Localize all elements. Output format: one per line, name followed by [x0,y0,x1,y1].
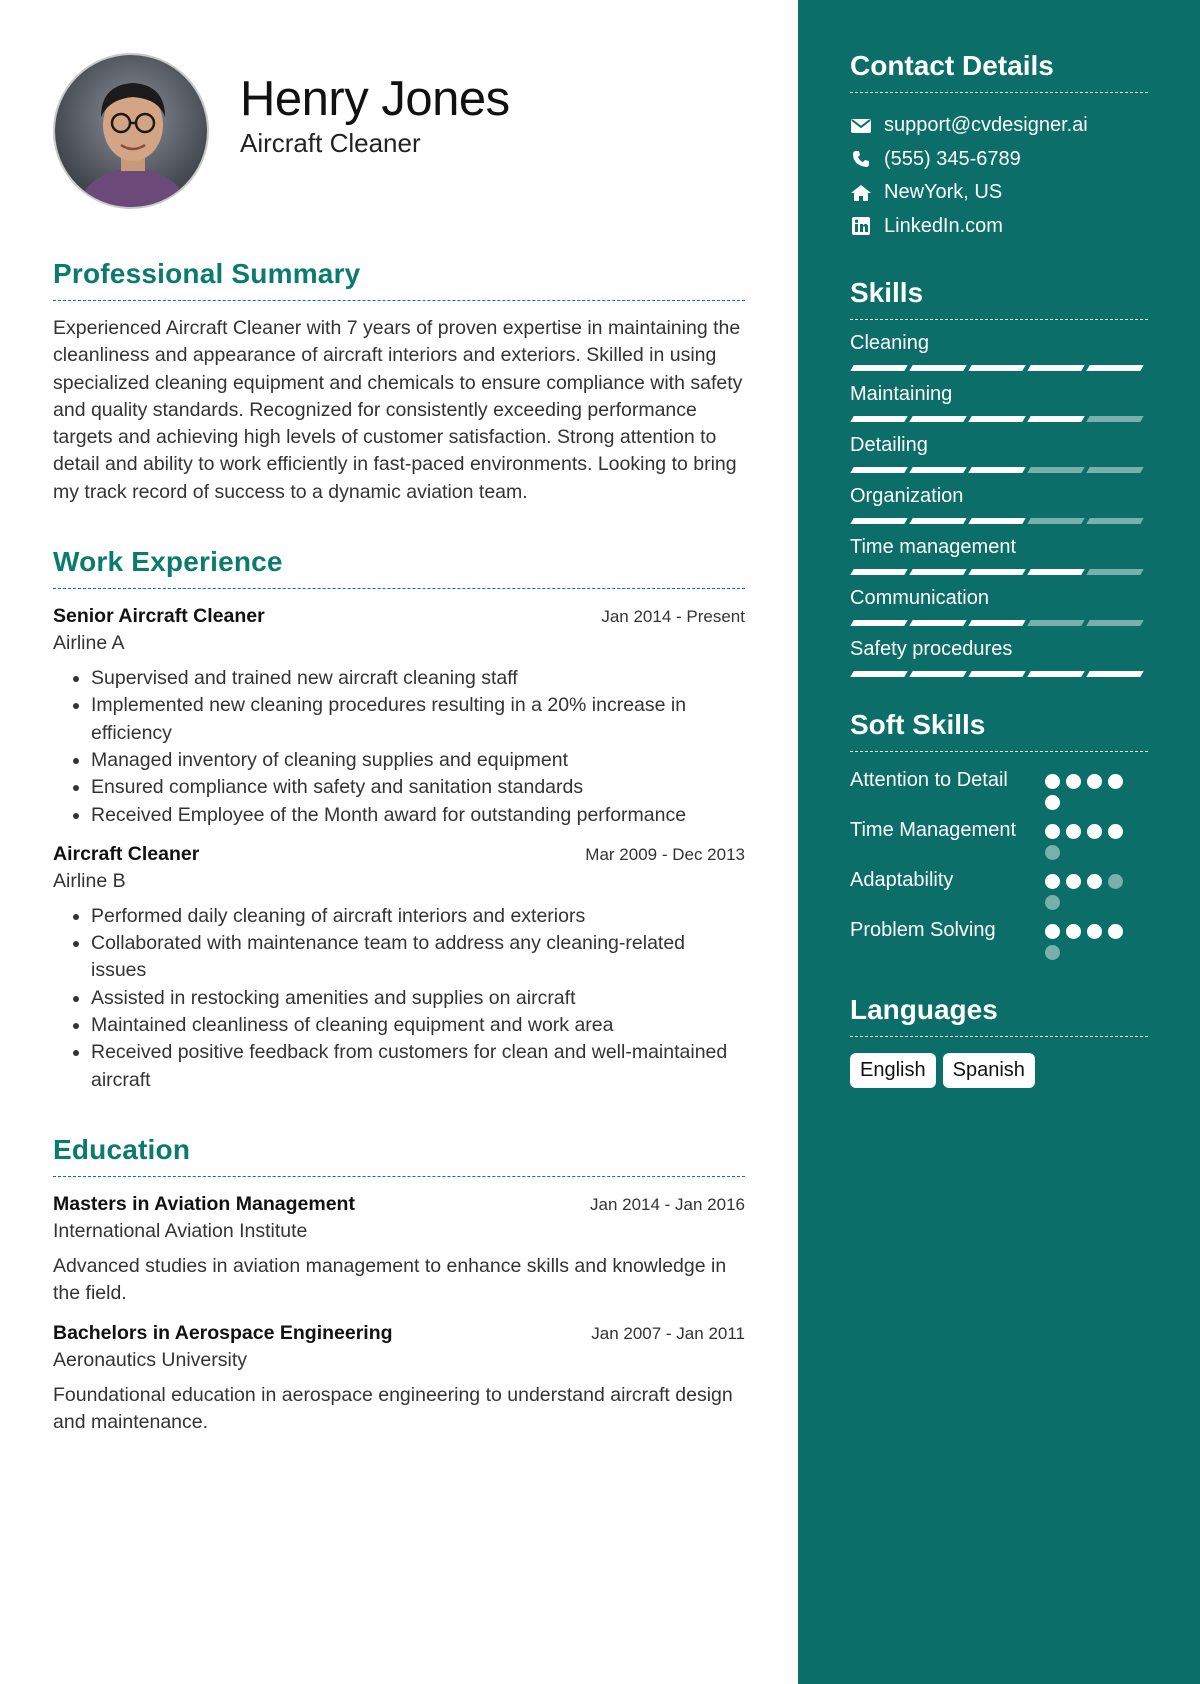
skill-name: Time management [850,536,1016,558]
skill-level-segment [909,671,966,677]
soft-skill-name: Problem Solving [850,919,996,941]
education-description: Foundational education in aerospace engineering to understand aircraft design and maintenance. [53,1383,733,1433]
skill-level-segment [1027,518,1084,524]
soft-skills-section [850,709,1148,960]
skills-section [850,277,1148,677]
skill-level-segment [968,671,1025,677]
rating-dot [1108,774,1123,789]
degree-name: Bachelors in Aerospace Engineering [53,1321,393,1344]
skill-level-segment [850,467,907,473]
skill-item [850,383,1148,422]
skill-level-segment [850,518,907,524]
list-item: • Supervised and trained new aircraft cleaning staff [91,665,745,692]
skill-level-segment [1086,365,1143,371]
rating-dot [1087,824,1102,839]
list-item: • Maintained cleanliness of cleaning equipment and work area [91,1012,745,1039]
skill-level-bar [850,467,1148,473]
education-section [53,1134,745,1436]
list-item: • Assisted in restocking amenities and supplies on aircraft [91,985,745,1012]
section-heading: Contact Details [850,50,1148,93]
summary-text: Experienced Aircraft Cleaner with 7 years of proven expertise in maintaining the cleanliness and appearance of aircraft interiors and exteriors. Skilled in using specialized cleaning equipment and chemicals to ensure compliance with safety and quality standards. Recognized for consistently exceeding performance targets and achieving high levels of customer satisfaction. Strong attention to detail and ability to work efficiently in fast-paced environments. Looking to bring my track record of success to a dynamic aviation team. [53,317,743,503]
job-role: Senior Aircraft Cleaner [53,605,265,628]
skill-level-segment [850,671,907,677]
rating-dot [1108,874,1123,889]
degree-name: Masters in Aviation Management [53,1192,355,1215]
skill-level-segment [968,620,1025,626]
education-dates: Jan 2014 - Jan 2016 [589,1194,745,1214]
home-icon [850,182,872,204]
section-heading: Skills [850,277,1148,320]
phone-icon [850,148,872,170]
section-heading: Languages [850,994,1148,1037]
skill-level-segment [1086,671,1143,677]
contact-email[interactable] [850,109,1148,143]
soft-skill-rating [1045,866,1135,910]
rating-dot [1045,774,1060,789]
soft-skill-name: Time Management [850,819,1016,841]
rating-dot [1066,774,1081,789]
job-entry [53,605,745,829]
resume-header [53,52,745,210]
skill-level-segment [909,416,966,422]
soft-skill-item [850,916,1148,960]
skill-level-segment [1027,365,1084,371]
list-item: • Received Employee of the Month award for outstanding performance [91,802,745,829]
list-item: • Ensured compliance with safety and sanitation standards [91,774,745,801]
rating-dot [1045,874,1060,889]
job-dates: Jan 2014 - Present [601,607,745,627]
skill-name: Maintaining [850,383,953,405]
contact-section [850,50,1148,243]
list-item: • Collaborated with maintenance team to address any cleaning-related issues [91,930,745,985]
skill-level-bar [850,569,1148,575]
languages-section [850,994,1148,1088]
job-bullets [53,665,745,829]
skill-level-segment [968,365,1025,371]
skill-item [850,434,1148,473]
section-heading: Professional Summary [53,258,745,301]
rating-dot [1045,895,1060,910]
envelope-icon [850,115,872,137]
contact-phone[interactable] [850,143,1148,177]
soft-skill-rating [1045,916,1135,960]
skill-item [850,485,1148,524]
summary-section [53,258,745,506]
soft-skill-item [850,866,1148,910]
rating-dot [1066,824,1081,839]
contact-text: support@cvdesigner.ai [884,114,1088,137]
soft-skill-item [850,766,1148,810]
skill-level-segment [1027,416,1084,422]
skill-level-segment [968,416,1025,422]
rating-dot [1108,924,1123,939]
job-employer: Airline A [53,632,125,655]
skill-level-segment [909,365,966,371]
rating-dot [1087,774,1102,789]
skill-level-segment [1027,620,1084,626]
skill-level-segment [850,569,907,575]
skill-name: Cleaning [850,332,929,354]
skill-name: Communication [850,587,989,609]
profile-photo [53,53,209,209]
list-item: • Implemented new cleaning procedures resulting in a 20% increase in efficiency [91,692,745,747]
job-role: Aircraft Cleaner [53,842,200,865]
skill-item [850,638,1148,677]
skill-level-segment [1027,569,1084,575]
skill-level-segment [909,569,966,575]
education-dates: Jan 2007 - Jan 2011 [591,1323,745,1343]
job-employer: Airline B [53,869,126,892]
skill-name: Safety procedures [850,638,1013,660]
language-tag: Spanish [943,1053,1035,1088]
skill-level-segment [968,467,1025,473]
section-heading: Soft Skills [850,709,1148,752]
skill-level-segment [968,518,1025,524]
education-description: Advanced studies in aviation management to enhance skills and knowledge in the field. [53,1254,727,1305]
rating-dot [1045,795,1060,810]
skill-level-segment [850,365,907,371]
job-entry [53,843,745,1094]
candidate-title: Aircraft Cleaner [240,128,421,159]
skill-item [850,332,1148,371]
skill-level-bar [850,416,1148,422]
rating-dot [1087,874,1102,889]
skill-item [850,587,1148,626]
skill-level-segment [1086,620,1143,626]
rating-dot [1045,924,1060,939]
list-item: • Managed inventory of cleaning supplies and equipment [91,747,745,774]
section-heading: Work Experience [53,546,745,589]
list-item: • Received positive feedback from customers for clean and well-maintained aircraft [91,1039,745,1094]
skill-level-segment [909,620,966,626]
soft-skill-name: Adaptability [850,869,954,891]
skill-level-segment [968,569,1025,575]
skill-level-segment [909,467,966,473]
rating-dot [1045,824,1060,839]
skill-level-segment [1086,518,1143,524]
contact-linkedin[interactable] [850,210,1148,244]
contact-text: NewYork, US [884,181,1003,204]
skill-level-bar [850,518,1148,524]
skill-name: Detailing [850,434,928,456]
skill-level-bar [850,671,1148,677]
skill-level-segment [1027,671,1084,677]
skill-level-segment [850,620,907,626]
skill-level-bar [850,620,1148,626]
skill-item [850,536,1148,575]
rating-dot [1087,924,1102,939]
rating-dot [1045,945,1060,960]
sidebar [798,0,1200,1684]
section-heading: Education [53,1134,745,1177]
soft-skill-item [850,816,1148,860]
skill-level-segment [909,518,966,524]
rating-dot [1066,924,1081,939]
contact-text: (555) 345-6789 [884,147,1021,170]
school-name: Aeronautics University [53,1348,247,1371]
skill-level-segment [850,416,907,422]
skill-name: Organization [850,485,964,507]
rating-dot [1045,845,1060,860]
rating-dot [1108,824,1123,839]
job-dates: Mar 2009 - Dec 2013 [585,844,745,864]
soft-skill-rating [1045,816,1135,860]
skill-level-segment [1027,467,1084,473]
education-entry [53,1193,745,1308]
experience-section [53,546,745,1094]
soft-skill-rating [1045,766,1135,810]
linkedin-icon [850,215,872,237]
job-bullets [53,903,745,1094]
school-name: International Aviation Institute [53,1219,308,1242]
contact-location [850,176,1148,210]
contact-text: LinkedIn.com [884,214,1003,237]
skill-level-segment [1086,416,1143,422]
list-item: • Performed daily cleaning of aircraft interiors and exteriors [91,903,745,930]
education-entry [53,1322,745,1437]
language-tag: English [850,1053,936,1088]
candidate-name: Henry Jones [240,71,510,126]
skill-level-segment [1086,467,1143,473]
skill-level-bar [850,365,1148,371]
skill-level-segment [1086,569,1143,575]
rating-dot [1066,874,1081,889]
soft-skill-name: Attention to Detail [850,769,1008,791]
